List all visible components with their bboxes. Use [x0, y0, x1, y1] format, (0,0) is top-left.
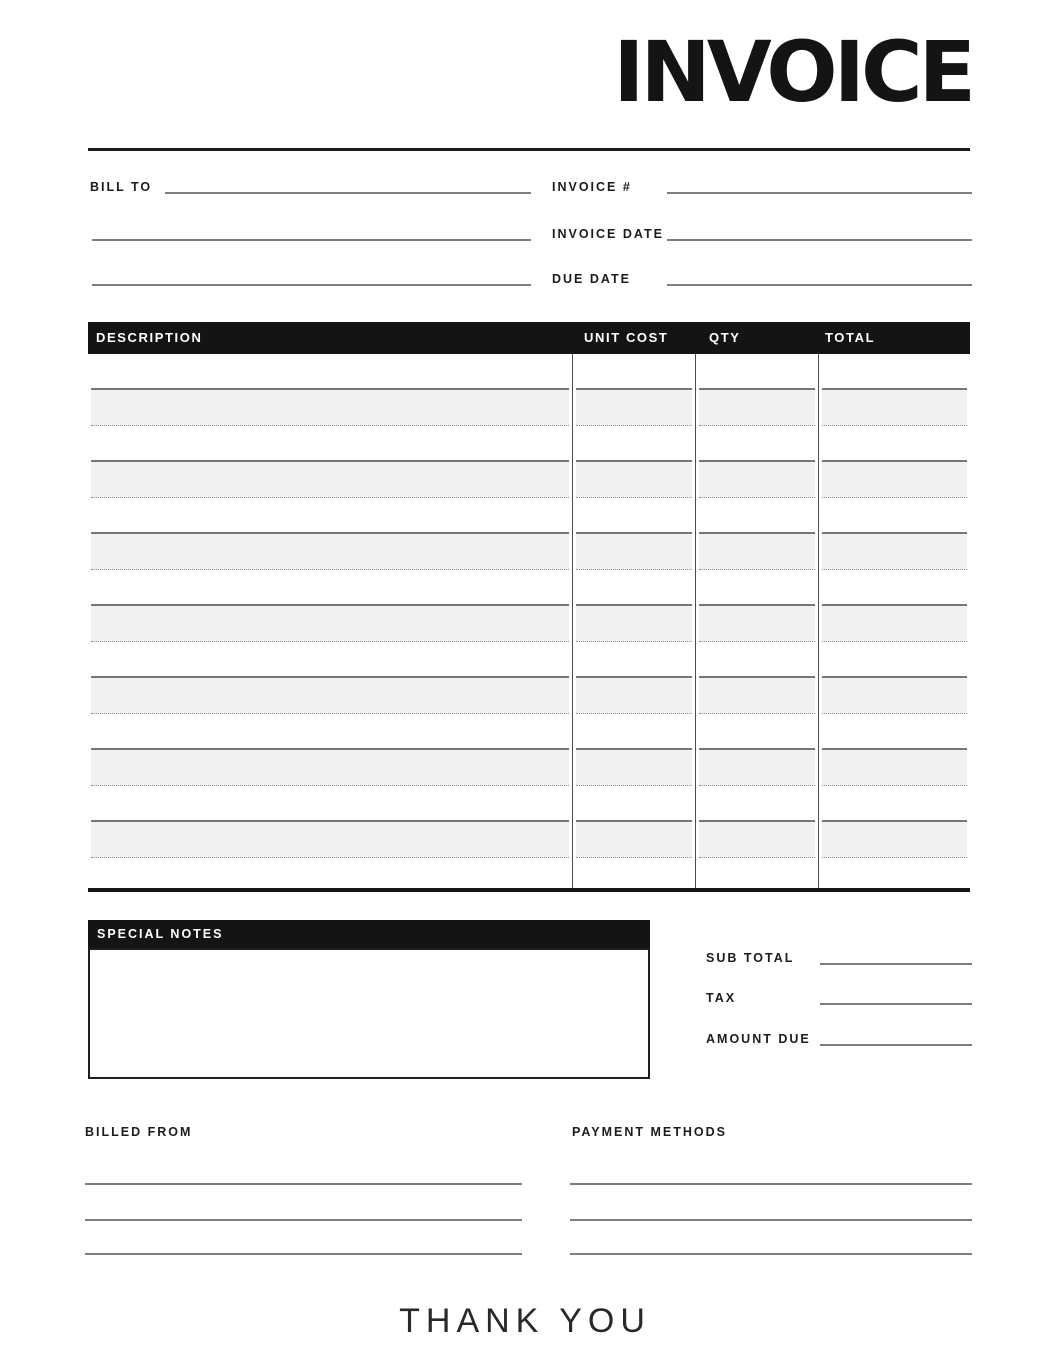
table-cell: [88, 426, 572, 462]
table-cell: [818, 606, 970, 642]
row-underline: [576, 498, 692, 534]
table-row-pair: [88, 714, 970, 786]
payment-methods-label: PAYMENT METHODS: [572, 1125, 728, 1139]
shaded-band: [699, 606, 815, 642]
table-cell: [695, 390, 818, 426]
table-cell: [572, 642, 695, 678]
table-row-blank: [88, 642, 970, 678]
shaded-band: [91, 606, 569, 642]
table-cell: [572, 354, 695, 390]
table-cell: [818, 858, 970, 888]
row-underline: [699, 354, 815, 390]
shaded-band: [91, 390, 569, 426]
row-underline: [576, 714, 692, 750]
table-cell: [695, 786, 818, 822]
row-underline: [576, 426, 692, 462]
table-cell: [572, 426, 695, 462]
table-cell: [818, 534, 970, 570]
row-underline: [91, 354, 569, 390]
row-underline: [699, 426, 815, 462]
row-underline: [91, 786, 569, 822]
table-row-shaded: [88, 678, 970, 714]
shaded-band: [822, 822, 967, 858]
table-cell: [572, 750, 695, 786]
shaded-band: [699, 750, 815, 786]
billed-from-label: BILLED FROM: [85, 1125, 193, 1139]
bill-to-line-3: [92, 284, 531, 286]
table-cell: [88, 750, 572, 786]
shaded-band: [576, 750, 692, 786]
table-row-pair: [88, 498, 970, 570]
tax-label: TAX: [706, 991, 737, 1005]
table-row-pair: [88, 642, 970, 714]
table-row-shaded: [88, 462, 970, 498]
table-cell: [88, 786, 572, 822]
billed-from-line-3: [85, 1253, 522, 1255]
table-cell: [572, 786, 695, 822]
table-cell: [572, 606, 695, 642]
table-cell: [572, 858, 695, 888]
table-cell: [695, 858, 818, 888]
table-cell: [695, 570, 818, 606]
column-header-qty: QTY: [709, 330, 741, 345]
row-underline: [822, 354, 967, 390]
shaded-band: [822, 534, 967, 570]
due-date-line: [667, 284, 972, 286]
special-notes-label: SPECIAL NOTES: [97, 927, 224, 941]
table-cell: [88, 858, 572, 888]
table-cell: [695, 822, 818, 858]
shaded-band: [91, 678, 569, 714]
shaded-band: [576, 678, 692, 714]
due-date-label: DUE DATE: [552, 272, 631, 286]
table-cell: [818, 642, 970, 678]
row-underline: [91, 426, 569, 462]
table-row-blank: [88, 354, 970, 390]
table-cell: [88, 570, 572, 606]
table-cell: [695, 750, 818, 786]
table-cell: [818, 498, 970, 534]
table-cell: [818, 570, 970, 606]
table-cell: [572, 678, 695, 714]
table-row-shaded: [88, 606, 970, 642]
row-underline: [822, 570, 967, 606]
row-underline: [576, 354, 692, 390]
table-cell: [572, 534, 695, 570]
table-cell: [88, 498, 572, 534]
thank-you-text: THANK YOU: [399, 1302, 651, 1340]
invoice-number-line: [667, 192, 972, 194]
table-cell: [572, 390, 695, 426]
shaded-band: [91, 534, 569, 570]
amount-due-line: [820, 1044, 972, 1046]
payment-methods-line-3: [570, 1253, 972, 1255]
items-table: [88, 322, 970, 892]
table-row-final: [88, 858, 970, 888]
table-cell: [818, 354, 970, 390]
billed-from-line-2: [85, 1219, 522, 1221]
row-underline: [699, 570, 815, 606]
table-row-pair: [88, 570, 970, 642]
page-title: INVOICE: [613, 23, 972, 121]
column-header-unit-cost: UNIT COST: [584, 330, 669, 345]
table-row-pair: [88, 354, 970, 426]
shaded-band: [699, 534, 815, 570]
table-cell: [695, 606, 818, 642]
shaded-band: [822, 462, 967, 498]
bill-to-label: BILL TO: [90, 180, 153, 194]
table-cell: [818, 390, 970, 426]
table-row-pair: [88, 426, 970, 498]
table-cell: [572, 714, 695, 750]
table-cell: [695, 354, 818, 390]
row-underline: [699, 714, 815, 750]
row-underline: [91, 714, 569, 750]
items-table-header: [88, 322, 970, 354]
bill-to-line-1: [165, 192, 531, 194]
shaded-band: [822, 390, 967, 426]
shaded-band: [91, 822, 569, 858]
shaded-band: [576, 390, 692, 426]
table-cell: [88, 714, 572, 750]
row-underline: [576, 642, 692, 678]
row-underline: [91, 498, 569, 534]
shaded-band: [699, 822, 815, 858]
shaded-band: [822, 750, 967, 786]
row-underline: [822, 498, 967, 534]
shaded-band: [576, 462, 692, 498]
table-row-blank: [88, 786, 970, 822]
row-underline: [699, 786, 815, 822]
table-cell: [818, 714, 970, 750]
table-cell: [695, 498, 818, 534]
shaded-band: [699, 390, 815, 426]
shaded-band: [576, 606, 692, 642]
table-cell: [818, 750, 970, 786]
billed-from-line-1: [85, 1183, 522, 1185]
table-cell: [88, 642, 572, 678]
table-cell: [695, 678, 818, 714]
row-underline: [91, 642, 569, 678]
table-row-blank: [88, 570, 970, 606]
row-underline: [822, 714, 967, 750]
table-row-blank: [88, 714, 970, 750]
table-row-shaded: [88, 390, 970, 426]
special-notes-header: [88, 920, 650, 948]
table-cell: [695, 462, 818, 498]
table-cell: [572, 822, 695, 858]
row-underline: [822, 426, 967, 462]
amount-due-label: AMOUNT DUE: [706, 1032, 811, 1046]
table-row-blank: [88, 498, 970, 534]
table-cell: [695, 642, 818, 678]
table-cell: [572, 462, 695, 498]
shaded-band: [699, 462, 815, 498]
invoice-number-label: INVOICE #: [552, 180, 632, 194]
column-header-total: TOTAL: [825, 330, 876, 345]
shaded-band: [576, 822, 692, 858]
row-underline: [699, 498, 815, 534]
row-underline: [822, 642, 967, 678]
table-row-shaded: [88, 750, 970, 786]
invoice-date-label: INVOICE DATE: [552, 227, 664, 241]
table-cell: [88, 606, 572, 642]
table-cell: [818, 426, 970, 462]
items-table-body: [88, 354, 970, 892]
subtotal-line: [820, 963, 972, 965]
table-cell: [88, 390, 572, 426]
shaded-band: [822, 678, 967, 714]
table-cell: [88, 822, 572, 858]
header-divider-rule: [88, 148, 970, 151]
table-row-shaded: [88, 822, 970, 858]
row-underline: [576, 570, 692, 606]
shaded-band: [822, 606, 967, 642]
table-cell: [88, 678, 572, 714]
table-cell: [695, 714, 818, 750]
shaded-band: [576, 534, 692, 570]
row-underline: [91, 570, 569, 606]
table-cell: [695, 426, 818, 462]
table-cell: [695, 534, 818, 570]
row-underline: [576, 786, 692, 822]
table-cell: [572, 498, 695, 534]
table-row-pair: [88, 786, 970, 858]
payment-methods-line-2: [570, 1219, 972, 1221]
special-notes-box: [88, 948, 650, 1079]
bill-to-line-2: [92, 239, 531, 241]
shaded-band: [699, 678, 815, 714]
table-cell: [572, 570, 695, 606]
shaded-band: [91, 750, 569, 786]
table-row-shaded: [88, 534, 970, 570]
table-cell: [88, 354, 572, 390]
table-cell: [818, 462, 970, 498]
shaded-band: [91, 462, 569, 498]
table-row-blank: [88, 426, 970, 462]
row-underline: [699, 642, 815, 678]
subtotal-label: SUB TOTAL: [706, 951, 795, 965]
invoice-date-line: [667, 239, 972, 241]
tax-line: [820, 1003, 972, 1005]
table-cell: [818, 822, 970, 858]
table-cell: [818, 678, 970, 714]
row-underline: [822, 786, 967, 822]
column-header-description: DESCRIPTION: [96, 330, 203, 345]
table-cell: [818, 786, 970, 822]
payment-methods-line-1: [570, 1183, 972, 1185]
table-cell: [88, 534, 572, 570]
table-cell: [88, 462, 572, 498]
